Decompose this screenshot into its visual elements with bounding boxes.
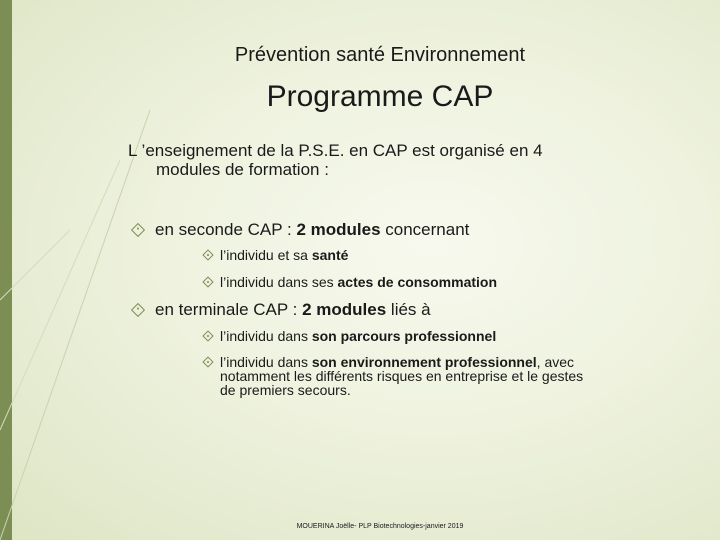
bullet-text-part: en terminale CAP : <box>155 300 303 319</box>
bullet-text-bold: 2 modules <box>302 300 387 319</box>
diamond-bullet-icon <box>131 223 145 237</box>
bullet-text-part: concernant <box>380 220 470 239</box>
sub-bullet-environnement <box>204 355 583 397</box>
bullet-text-bold: 2 modules <box>296 220 381 239</box>
bullet-text-bold: santé <box>311 247 349 263</box>
sub-bullet-text <box>220 248 348 262</box>
slide-subtitle: Prévention santé Environnement <box>234 44 526 66</box>
diamond-bullet-icon <box>131 303 145 317</box>
bullet-text-part: l’individu et sa <box>220 247 312 263</box>
sub-bullet-text <box>220 275 497 289</box>
bullet-text-continuation: notamment les différents risques en entreprise et le gestes <box>220 368 584 384</box>
bullet-text-continuation: de premiers secours. <box>220 382 351 398</box>
bullet-text-part: liés à <box>386 300 431 319</box>
diamond-bullet-icon <box>202 330 213 341</box>
sub-bullet-parcours <box>204 329 496 343</box>
bullet-seconde <box>133 220 469 240</box>
bullet-text-part: l’individu dans ses <box>220 274 338 290</box>
slide-title: Programme CAP <box>266 80 494 113</box>
diamond-bullet-icon <box>202 276 213 287</box>
bullet-terminale-text <box>155 300 431 320</box>
bullet-text-bold: son environnement professionnel <box>311 354 537 370</box>
sub-bullet-consommation <box>204 275 497 289</box>
bullet-terminale <box>133 300 431 320</box>
bullet-text-part: l’individu dans <box>220 328 312 344</box>
bullet-text-part: l’individu dans <box>220 354 312 370</box>
bullet-text-part: en seconde CAP : <box>155 220 297 239</box>
intro-paragraph <box>128 141 648 179</box>
bullet-text-bold: actes de consommation <box>337 274 498 290</box>
intro-line-2: modules de formation : <box>156 160 329 179</box>
sub-bullet-text <box>220 329 496 343</box>
footer-credit: MOUERINA Joëlle- PLP Biotechnologies-janvier 2019 <box>296 523 464 530</box>
bullet-text-part: , avec <box>536 354 575 370</box>
sub-bullet-sante <box>204 248 348 262</box>
sub-bullet-text <box>220 355 583 397</box>
diamond-bullet-icon <box>202 249 213 260</box>
intro-line-1: L ’enseignement de la P.S.E. en CAP est organisé en 4 <box>128 141 543 160</box>
bullet-seconde-text <box>155 220 469 240</box>
diamond-bullet-icon <box>202 356 213 367</box>
bullet-text-bold: son parcours professionnel <box>311 328 497 344</box>
